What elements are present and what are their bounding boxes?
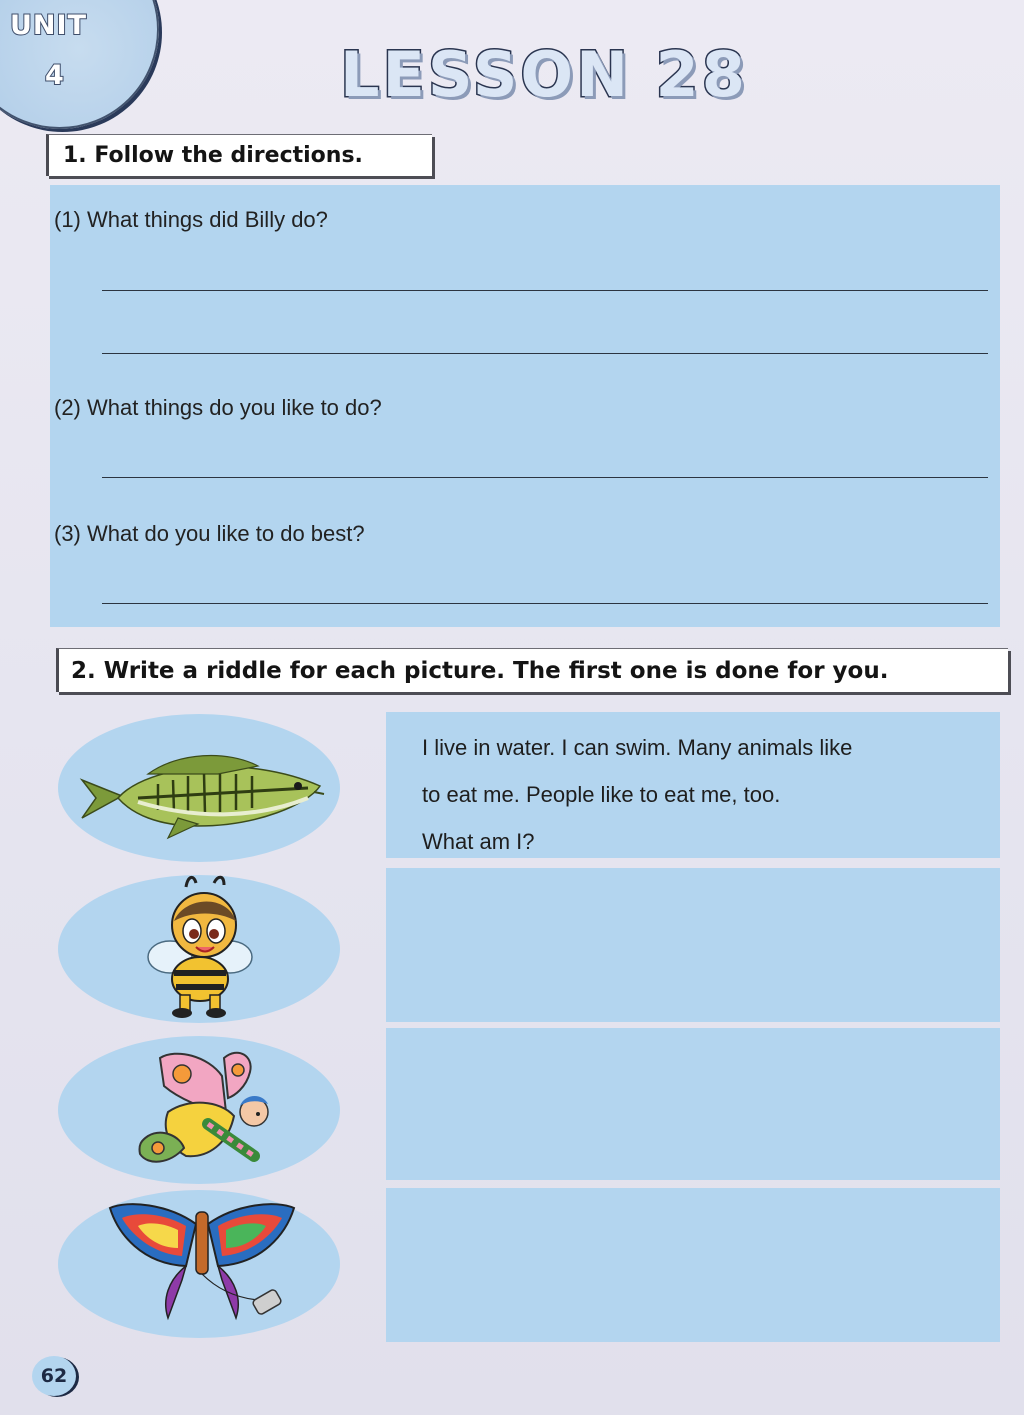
question-2: (2) What things do you like to do? xyxy=(54,395,382,420)
riddle-fish-text xyxy=(422,724,980,865)
answer-line-3[interactable] xyxy=(102,603,988,604)
answer-line-1a[interactable] xyxy=(102,290,988,291)
question-3: (3) What do you like to do best? xyxy=(54,521,365,546)
fish-picture-oval xyxy=(58,714,340,862)
questions-panel xyxy=(50,185,1000,627)
answer-line-2[interactable] xyxy=(102,477,988,478)
question-1: (1) What things did Billy do? xyxy=(54,207,328,232)
page-number: 62 xyxy=(32,1356,76,1396)
answer-line-1b[interactable] xyxy=(102,353,988,354)
section-1-heading: 1. Follow the directions. xyxy=(46,134,432,176)
unit-label: UNIT xyxy=(10,10,87,41)
section-2-heading: 2. Write a riddle for each picture. The first one is done for you. xyxy=(56,648,1008,692)
riddle-box-bee[interactable] xyxy=(386,868,1000,1022)
riddle-line: I live in water. I can swim. Many animals like xyxy=(422,735,853,760)
kite-picture-oval xyxy=(58,1190,340,1338)
lesson-title: LESSON 28 xyxy=(340,38,748,111)
unit-number: 4 xyxy=(45,60,64,91)
kite-picture xyxy=(58,1190,340,1338)
fish-picture xyxy=(58,714,340,862)
riddle-box-fish xyxy=(386,712,1000,858)
bee-picture-oval xyxy=(58,875,340,1023)
riddle-line: to eat me. People like to eat me, too. xyxy=(422,782,781,807)
riddle-box-butterfly[interactable] xyxy=(386,1028,1000,1180)
bee-picture xyxy=(58,875,340,1023)
butterfly-picture-oval xyxy=(58,1036,340,1184)
riddle-line: What am I? xyxy=(422,829,535,854)
butterfly-picture xyxy=(58,1036,340,1184)
riddle-box-kite[interactable] xyxy=(386,1188,1000,1342)
